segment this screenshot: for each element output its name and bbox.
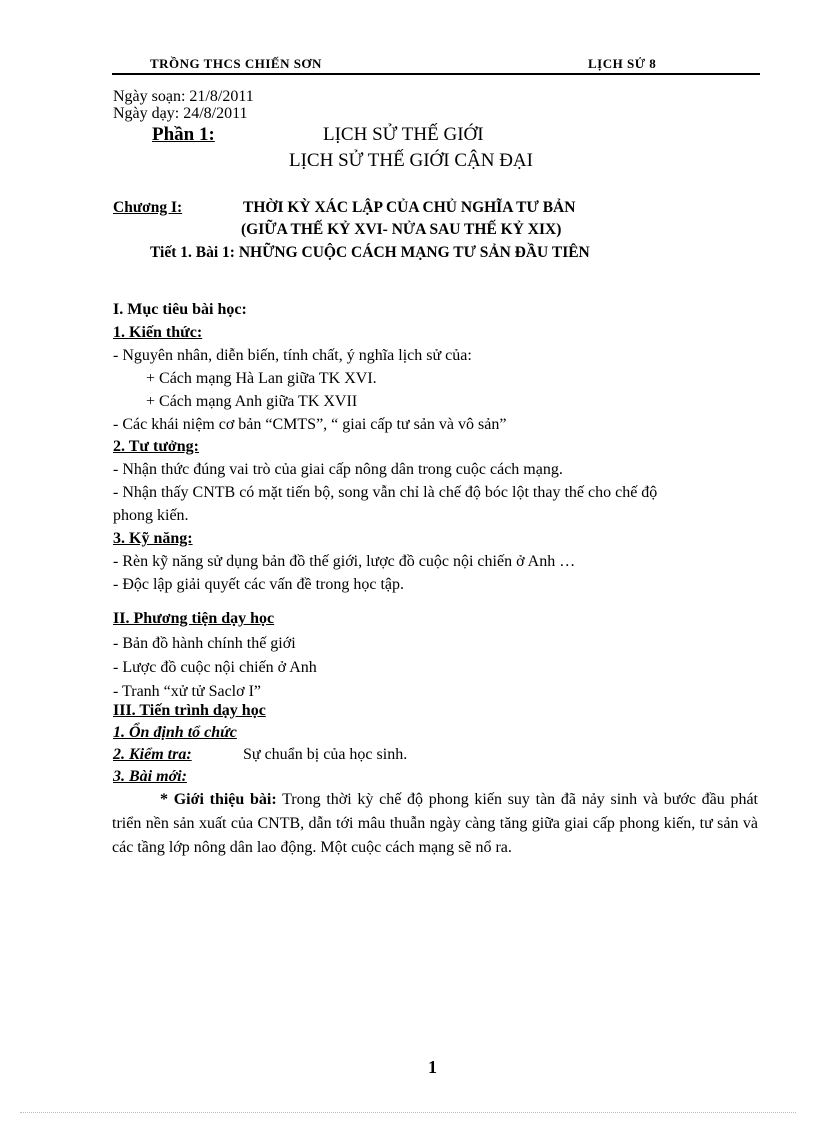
thought-heading: 2. Tư tưởng: — [113, 438, 199, 455]
skill-heading: 3. Kỹ năng: — [113, 530, 193, 547]
new-lesson-label: 3. Bài mới: — [113, 768, 187, 785]
lesson-title: Tiết 1. Bài 1: NHỮNG CUỘC CÁCH MẠNG TƯ SẢN ĐẦU TIÊN — [150, 244, 590, 261]
header-school: TRỒNG THCS CHIẾN SƠN — [150, 56, 322, 71]
knowledge-line: - Nguyên nhân, diễn biến, tính chất, ý nghĩa lịch sử của: — [113, 347, 472, 364]
organization-step: 1. Ổn định tổ chức — [113, 724, 237, 741]
skill-line: - Rèn kỹ năng sử dụng bản đồ thế giới, lược đồ cuộc nội chiến ở Anh … — [113, 553, 576, 570]
resource-item: - Bản đồ hành chính thế giới — [113, 635, 296, 652]
thought-line: - Nhận thức đúng vai trò của giai cấp nông dân trong cuộc cách mạng. — [113, 461, 563, 478]
header-rule — [112, 73, 760, 75]
knowledge-line: + Cách mạng Anh giữa TK XVII — [146, 393, 358, 410]
knowledge-line: + Cách mạng Hà Lan giữa TK XVI. — [146, 370, 377, 387]
chapter-period: (GIỮA THẾ KỶ XVI- NỬA SAU THẾ KỶ XIX) — [241, 221, 562, 238]
part-title: LỊCH SỬ THẾ GIỚI — [323, 124, 484, 145]
intro-paragraph — [112, 788, 758, 860]
prep-date: Ngày soạn: 21/8/2011 — [113, 88, 254, 105]
part-subtitle: LỊCH SỬ THẾ GIỚI CẬN ĐẠI — [289, 150, 533, 171]
knowledge-heading: 1. Kiến thức: — [113, 324, 203, 341]
chapter-label: Chương I: — [113, 199, 183, 216]
page-number: 1 — [428, 1057, 437, 1077]
thought-line: - Nhận thấy CNTB có mặt tiến bộ, song vẫn chỉ là chế độ bóc lột thay thế cho chế độ — [113, 484, 658, 501]
section-3-heading: III. Tiến trình dạy học — [113, 702, 266, 719]
header-subject: LỊCH SỬ 8 — [588, 56, 657, 71]
knowledge-line: - Các khái niệm cơ bản “CMTS”, “ giai cấp tư sản và vô sản” — [113, 416, 507, 433]
section-2-heading: II. Phương tiện dạy học — [113, 610, 275, 627]
skill-line: - Độc lập giải quyết các vấn đề trong học tập. — [113, 576, 404, 593]
check-text: Sự chuẩn bị của học sinh. — [243, 746, 408, 763]
chapter-title: THỜI KỲ XÁC LẬP CỦA CHỦ NGHĨA TƯ BẢN — [243, 199, 576, 216]
intro-text: Trong thời kỳ chế độ phong kiến suy tàn đã nảy sinh và bước đầu phát triển nền sản xuất của CNTB, dẫn tới mâu thuẫn ngày càng tăng giữa giai cấp phong kiến, tư sản và các tầng lớp nông dân lao động. Một cuộc cách mạng sẽ nổ ra. — [112, 791, 758, 856]
check-label: 2. Kiểm tra: — [113, 746, 192, 763]
intro-label: * Giới thiệu bài: — [160, 791, 277, 808]
page-bottom-border — [20, 1112, 796, 1113]
section-1-heading: I. Mục tiêu bài học: — [113, 301, 247, 318]
part-label: Phần 1: — [152, 124, 215, 145]
resource-item: - Tranh “xử tử Saclơ I” — [113, 683, 262, 700]
thought-line: phong kiến. — [113, 507, 189, 524]
teach-date: Ngày dạy: 24/8/2011 — [113, 105, 248, 122]
resource-item: - Lược đồ cuộc nội chiến ở Anh — [113, 659, 317, 676]
